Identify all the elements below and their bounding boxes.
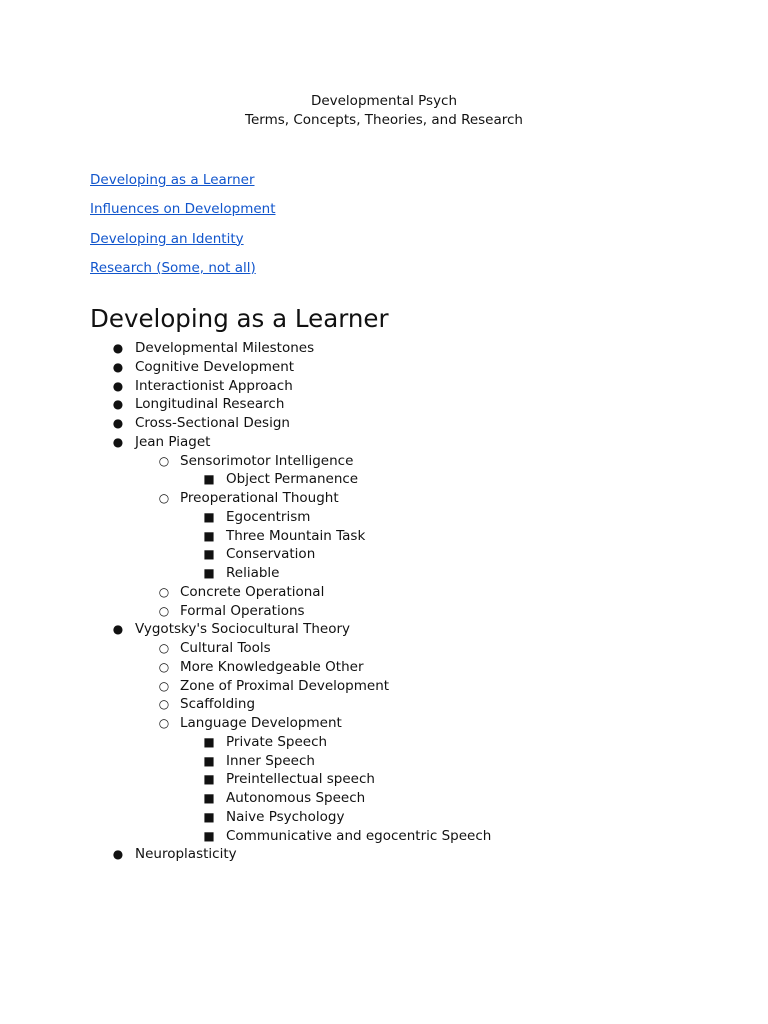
bullet-icon: ● — [112, 378, 124, 393]
list-item — [90, 583, 690, 602]
toc-link-research[interactable]: Research (Some, not all) — [90, 259, 256, 276]
bullet-icon: ○ — [158, 453, 170, 468]
document-title — [0, 92, 768, 129]
bullet-icon: ● — [112, 847, 124, 862]
list-item — [90, 714, 690, 733]
bullet-icon: ○ — [158, 716, 170, 730]
bullet-icon: ○ — [158, 678, 170, 693]
list-item-text: Cross-Sectional Design — [135, 415, 290, 431]
list-item-text: Preoperational Thought — [180, 490, 339, 506]
list-item — [90, 564, 690, 583]
list-item-text: Zone of Proximal Development — [180, 677, 390, 694]
table-of-contents — [90, 171, 276, 288]
list-item — [90, 452, 690, 471]
list-item-text: Interactionist Approach — [135, 377, 293, 394]
list-item-text: Naive Psychology — [226, 808, 345, 825]
bullet-icon: ○ — [158, 603, 170, 618]
list-item — [90, 377, 690, 396]
outline-list — [90, 339, 690, 864]
list-item-text: Preintellectual speech — [226, 771, 375, 788]
list-item — [90, 545, 690, 564]
list-item-text: Object Permanence — [226, 471, 359, 488]
list-item — [90, 677, 690, 696]
toc-link-developing-as-a-learner[interactable]: Developing as a Learner — [90, 172, 255, 188]
bullet-icon: ● — [112, 622, 124, 637]
list-item — [90, 733, 690, 752]
bullet-icon: ● — [112, 359, 124, 374]
title-line-1: Developmental Psych — [310, 93, 458, 109]
list-item — [90, 845, 690, 864]
list-item-text: Sensorimotor Intelligence — [180, 452, 354, 469]
bullet-icon: ● — [112, 416, 124, 430]
bullet-icon: ● — [112, 397, 124, 412]
list-item-text: Vygotsky's Sociocultural Theory — [135, 621, 350, 638]
list-item-text: Reliable — [226, 565, 280, 581]
bullet-icon: ○ — [158, 659, 170, 674]
title-line-2: Terms, Concepts, Theories, and Research — [245, 111, 523, 128]
list-item-text: Three Mountain Task — [226, 527, 366, 544]
bullet-icon: ■ — [203, 772, 215, 787]
list-item-text: Egocentrism — [226, 508, 311, 525]
list-item — [90, 339, 690, 358]
bullet-icon: ● — [112, 341, 124, 355]
bullet-icon: ■ — [203, 809, 215, 824]
bullet-icon: ■ — [203, 472, 215, 487]
list-item — [90, 620, 690, 639]
bullet-icon: ■ — [203, 753, 215, 768]
bullet-icon: ■ — [203, 566, 215, 580]
list-item — [90, 508, 690, 527]
list-item — [90, 770, 690, 789]
list-item-text: Communicative and egocentric Speech — [226, 827, 492, 844]
list-item-text: Developmental Milestones — [135, 340, 315, 356]
list-item — [90, 639, 690, 658]
list-item-text: Formal Operations — [180, 602, 305, 619]
list-item — [90, 752, 690, 771]
list-item-text: Language Development — [180, 715, 342, 731]
list-item — [90, 470, 690, 489]
list-item — [90, 827, 690, 846]
bullet-icon: ○ — [158, 491, 170, 505]
list-item-text: Concrete Operational — [180, 583, 325, 600]
list-item-text: Scaffolding — [180, 696, 256, 713]
list-item-text: Conservation — [226, 546, 316, 563]
list-item — [90, 414, 690, 433]
list-item-text: More Knowledgeable Other — [180, 658, 364, 675]
list-item-text: Private Speech — [226, 733, 328, 750]
toc-link-influences-on-development[interactable]: Influences on Development — [90, 201, 276, 218]
list-item — [90, 808, 690, 827]
list-item-text: Inner Speech — [226, 752, 315, 769]
list-item — [90, 395, 690, 414]
bullet-icon: ■ — [203, 547, 215, 562]
bullet-icon: ● — [112, 434, 124, 449]
bullet-icon: ■ — [203, 828, 215, 843]
list-item — [90, 789, 690, 808]
bullet-icon: ■ — [203, 791, 215, 805]
list-item — [90, 433, 690, 452]
list-item-text: Jean Piaget — [135, 433, 211, 450]
list-item-text: Longitudinal Research — [135, 396, 285, 413]
bullet-icon: ■ — [203, 734, 215, 749]
list-item-text: Cultural Tools — [180, 640, 271, 656]
bullet-icon: ○ — [158, 584, 170, 599]
list-item — [90, 602, 690, 621]
list-item — [90, 695, 690, 714]
list-item-text: Autonomous Speech — [226, 790, 366, 806]
bullet-icon: ○ — [158, 697, 170, 712]
section-heading: Developing as a Learner — [90, 304, 389, 333]
list-item — [90, 489, 690, 508]
bullet-icon: ■ — [203, 528, 215, 543]
bullet-icon: ○ — [158, 641, 170, 655]
list-item — [90, 527, 690, 546]
bullet-icon: ■ — [203, 509, 215, 524]
list-item — [90, 358, 690, 377]
toc-link-developing-an-identity[interactable]: Developing an Identity — [90, 230, 244, 247]
list-item-text: Neuroplasticity — [135, 846, 237, 863]
list-item — [90, 658, 690, 677]
list-item-text: Cognitive Development — [135, 358, 295, 375]
